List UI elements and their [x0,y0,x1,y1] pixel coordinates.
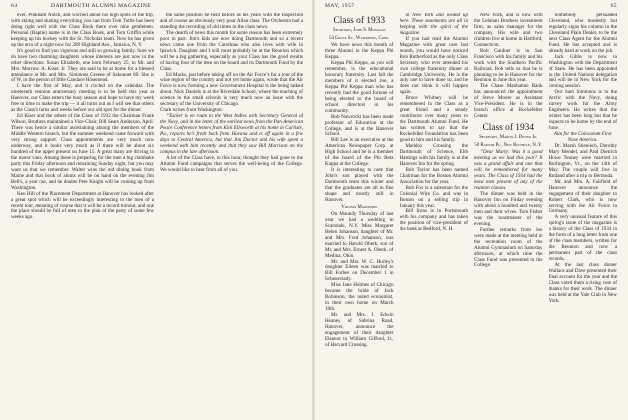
article-paragraph: Maddox Crossing the Dartmouth of Science, Ebb Hastings with his family is at the Hanover Inn for the spring. [399,142,468,167]
article-paragraph: Ed Marks, just before taking off on the Air Force’s for a tour of the wine region of the country and not yet home again, wrote that the Air Force is now forming a new Government Hospital is the being talked about. Nick Daniels is at the Riverdale School, where the teaching of science in the small schools is very much now an issue with the secretary of the University of Chicago. [160,71,303,108]
article-paragraph: Our Sam Simmons is in the Arctic with the Navy, doing survey work for the Army Engineers. He writes that the winter has been long but that he expects to be home by the end of June. [548,89,617,132]
right-column-3 [474,13,543,418]
article-paragraph: Bob Gardner is in San Francisco with his family and his work with the Southern Pacific Railroad. Bob tells us that he is planning to be in Hanover for the Reunion in June this year. [474,47,543,84]
subheading: Virginia Marmondo [341,204,378,210]
article-paragraph: I have the first of May, and it circled on the calendar. The nineteenth reunion anniversary meeting is to be held this year at Hanover, our Class enters the busy season and hope to have my week free in time to make the trip — it all turns out as I will see that others as the Class's turns and weeks before our old spot for the dinner. [11,83,154,114]
right-column-2 [400,13,469,418]
article-paragraph: “Dear Marty: Was it a good meeting as we had this year? It was a grand affair and one that will be remembered for many years. The Class of 1934 had the most men present of any of the reunion classes. [474,149,543,192]
article-paragraph: Dr. Marsh Stieniech, Dorothy Mary Mendel, and Paul Dietrich Howe Tenney were married in Burlington, Vt., on the 14th of May. The couple will live in Rutland after a trip to Bermuda. [548,142,617,179]
article-paragraph: On Maundy Thursday of last year we had a wedding in Scarsdale, N.Y. Miss Margaret Helen Johanson, daughter of Mr. and Mrs. Fred Johanson, was married to Harold Oberk, son of Mr. and Mrs. Ernest A. Oberk, of Medina, Ohio. [325,210,394,259]
article-paragraph: Bob Nawrocki has been made professor of Education at the College, and is at the Hanover School. [325,113,394,138]
left-page [0,0,313,420]
article-paragraph: Mr. and Mrs. J. Edwin Heaney of Sabrina Road, Hanover, announce the engagement of their daughter Eleanor to William Gifford, Jr., of Harvard Crossing. [325,312,394,348]
class-secretary-address: 54 Grove St., Waterbury, Conn. [329,35,390,41]
left-running-head [11,3,303,12]
right-running-title: MAY, 1957 [325,3,355,9]
article-paragraph: It is interesting to note that John's son played with the Dartmouth team this winter and that the graduates are all in fine shape and mostly still in Hanover. [325,167,394,203]
article-paragraph: Clark writes from Washington: [160,107,224,114]
article-paragraph: A lot of the Class have, to this hour, thought they had gone to the Alumni Fund campaigns that serves the well-being of the College. We would like to hear from all of you. [160,154,303,173]
article-paragraph: in New York and wound up here. These statements are all in keeping with the spirit of the magazine. [399,13,468,36]
article-paragraph: Further remarks from Joe were made at the meeting held in the recreation room of the Alumni Gymnasium on Saturday afternoon, at which time the Class Fund was presented to the College. [474,226,543,269]
article-paragraph: Ken Hill of the Placement Department at Hanover has looked after a great spot which will be exceedingly interesting to the men of a recent tour, meaning of course that it will be a record turnout, and one the place should be full of men to the plan of the party of some few weeks ago. [11,190,154,221]
article-paragraph: Jack Gibbs is now in Washington with the Department of State. He has been appointed to the United Nations delegation and will be in New York for the coming session. [548,53,617,90]
article-paragraph: It's good to find you vigorous and still so growing family. Sure we do have two charming daughters whose interests are just now in the other directions. Susan Elisabeth, one born February 25, to Mr. and Mrs. Morrow. A. Kiser. Jr. They are said to be at home for a blessed attendance at Mr. and Mrs. Simmons Greene of Sakonnet 89. She is of W, in the person of little Candace Hosemead. [11,47,154,84]
right-running-head [325,3,617,12]
right-columns [325,13,617,418]
article-paragraph: The Chase Manhattan Bank has announced the appointment of Steve Moore as Assistant Vice-President. He is in the branch office at Rockefeller Center. [474,83,543,120]
article-paragraph: “Tucker is en route to the West Indies with Secretary General of the Navy, and in the letter of the earliest news from the Pan American Peace Conference letters from Kirk Ellsworth at his home in Carlisle, Pa., reports he’s fresh back from Havana and is off again in a few days to Central America, but that Jim Doctor and his wife spent a weekend with him recently and that they saw Bill Morrison on the campus in the late afternoon. [160,113,303,155]
article-paragraph: If you had read the Alumni Magazine with great care last month, you would have noticed Bob Rutherford as the only Class Secretary who ever attended his own college fraternity dinner at Cambridge University. He is the only one to have done so, and he does not think it will happen again. [399,35,468,96]
left-column-2 [160,13,303,418]
article-paragraph: Aim for the Colosseum First Nose America. [553,131,612,144]
article-paragraph: At the last class dinner Wallace and Dave presented their final account for the year and the Class voted them a rising vote of thanks for their work. The dinner was held at the Yale Club in New York. [548,262,617,304]
article-paragraph: ever. Pinkham Notch, and worried about his high spots of the trip, with skiing and skating everything you can from Tom Tuttle has been doing right well with the Class Book there over nine gentlemen. Personal (Baptie) name is in the Class Book, and Tom Griffin while keeping up his hockey with the St. Nicholas team. Now he has given up the arcs of a night now for 289 Highland Ave., Jamaica, N. Y. [11,13,154,48]
article-paragraph: Bruce Whitney will be remembered in the Class as a great friend and a steady contributor over many years to the Dartmouth Alumni Fund. He has written to say that the Rockefeller Foundation has been good to him and his family. [399,95,468,144]
article-paragraph: Mr. and Mrs. W. C. Hurley's daughter Eileen was married to Bill Forbes on December 1 in Schenectady. [325,258,394,283]
class-secretary-byline: Secretary, Marvin J. Dwyer Jr. [479,135,538,141]
right-column-1 [325,13,394,418]
article-paragraph: Mr. and Mrs. A. Fairfield of Hanover announce the engagement of their daughter to Robert Clark, who is now serving with the Air Force in Germany. [548,178,617,215]
right-page [315,0,628,420]
article-paragraph: Bob Fox is a salesman for the Colonial Wire Co. and was in Boston on a selling trip in January this year. [399,184,468,209]
class-secretary-address: 50 Ransom Pl., New Rochelle, N. Y. [474,142,543,148]
article-paragraph: Bill Lee is an executive at the American Newspaper Corp. at High School and he is a member of the board of the Phi Beta Kappa at the College. [325,137,394,168]
class-secretary-byline: Secretary, John S. Monagan [333,28,386,33]
left-page-number: 64 [11,3,18,9]
left-running-title: DARTMOUTH ALUMNI MAGAZINE [51,3,152,9]
left-column-1 [11,13,154,418]
article-paragraph: The dinner was held in the Hanover Inn on Friday evening with about a hundred and twenty men and their wives. Tom Fisher was the toastmaster of the evening. [474,191,543,227]
article-paragraph: Bob Taylor has been named Chairman for the Boston Alumni Association for the year. [399,166,468,185]
article-paragraph: We have news this month of three Alumni in the Keppa Phi Keppa. [325,42,394,61]
article-paragraph: Miss Jane Holmes of Chicago became the bride of Jack Robinson, the noted economist, in their own home on March 18th. [325,282,394,313]
article-paragraph: Somebody persuaded Cleveland, who modestly but regularly signs his column in the Cleveland Plain Dealer, to be the next Class Agent for the Alumni Fund. He has accepted and is already hard at work on the job. [548,13,617,54]
right-page-number: 65 [610,3,617,9]
article-paragraph: The dearth of news this month for some reason has been extremely poor in part. Jim's kids are now doing Dartmouth and so a recent news came one from the Carolinas who also lives with wife in Ipswich. Daughter and I will most probably be at the Reunion which will be a big gathering, especially as your Class has the good results of having four of the men on the board and its Dartmouth Fund by the Class. [160,29,303,72]
article-paragraph: Ed Kiser and the others of the Class of 1932 the Chairman Frank Wilson, Brothers maintained a Vice-Chair, Bill Sears Anderson, April. There was hence a similar ascertaining among the members of the Middle Western branch, but the summer weekend came forward with very strong support. Class appointments are very much now underway, and it looks very much as if there will be about six hundred of the upper present on June 15. A great many are driving in the motor vans. Among these is preparing for the men a big clambake party this Friday afternoon and remaining Sunday night, but you may want us that we remember. Walter wins the old dining book from Maine and that book of alums will be on hand on the evening Jim Bell's, a year out, and he doubts Pete Knight will be coming up from Washington. [11,113,154,191]
article-paragraph: the same position he held before as his years with the Inspection and of course an obviously very poor Allan class. The Orchestra had a standing the recording of old times in the class news. [160,13,303,30]
article-paragraph: New York, and is now with the Lehman Brothers investment firm, as sales manager for the company. His wife and two children live at home in Hartford, Connecticut. [474,13,543,48]
article-paragraph: A very unusual feature of this spring's issue of the magazine is a history of the Class of 1934 in the form of a long letter from one of the class members, written for the Reunion and now a permanent part of the class records. [548,214,617,263]
article-paragraph: Keppa Phi Keppa, as you will remember, is the educational honorary fraternity. Last fall the members of it elected Joe, a Keppa Phi Keppa man who has recently had the good fortune of being elected to the board of school directors in his community. [325,60,394,114]
article-paragraph: Bill Irons is in Portsmouth with his company and has taken the position of vice-president of the bank at Bedford, N. H. [399,208,468,233]
left-columns [11,13,303,418]
right-column-4 [549,13,618,418]
class-heading: Class of 1934 [482,123,535,134]
class-heading: Class of 1933 [333,16,386,26]
